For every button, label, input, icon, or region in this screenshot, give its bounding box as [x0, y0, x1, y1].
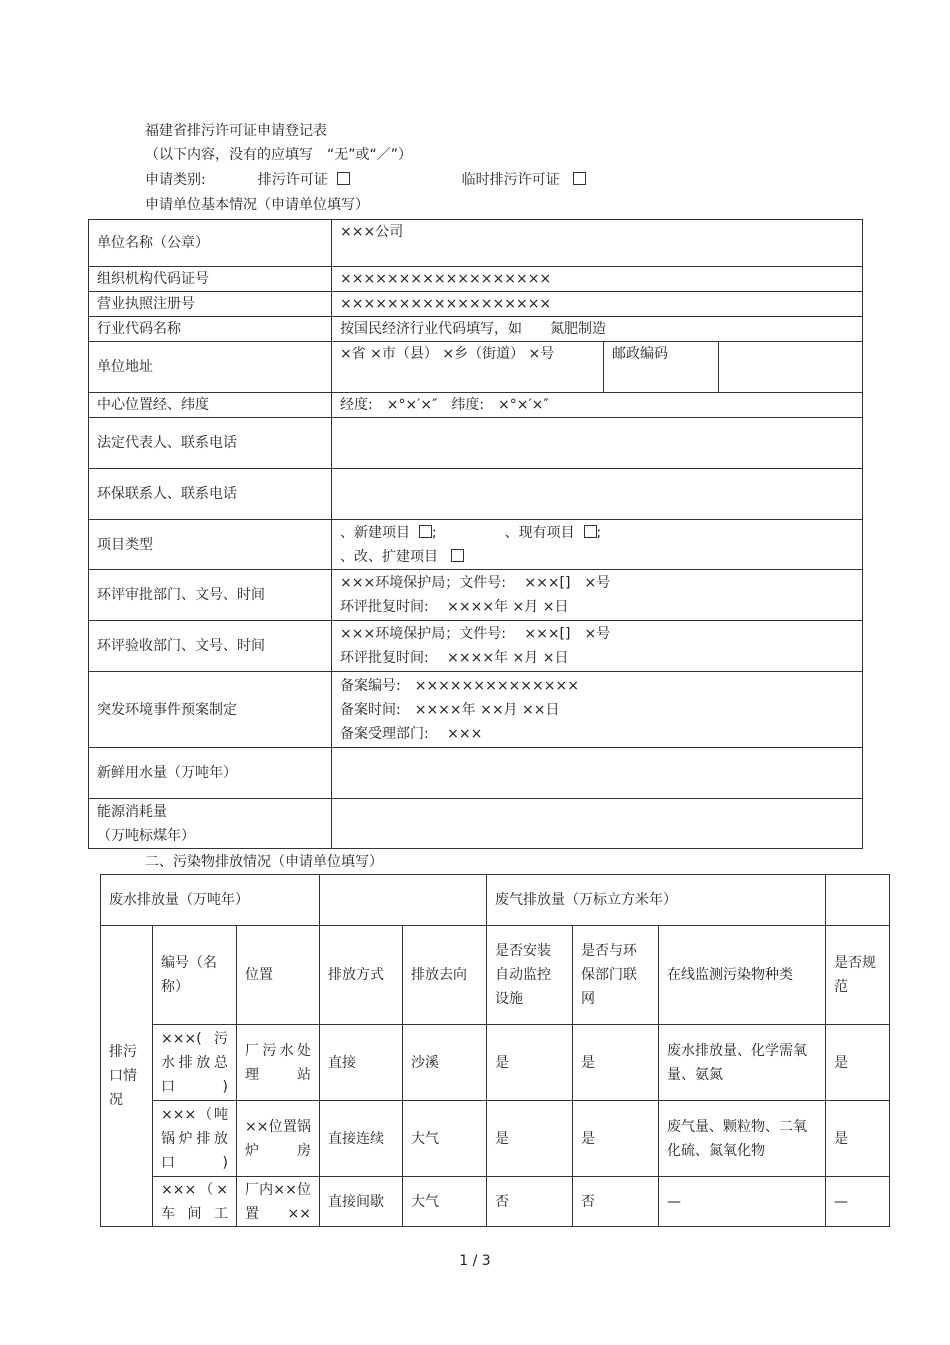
row-eia-acceptance: [89, 621, 863, 672]
wastewater-label: 废水排放量（万吨年）: [101, 875, 320, 926]
industry-label: 行业代码名称: [89, 317, 332, 342]
project-type-value: 、新建项目 ; 、现有项目 ; 、改、扩建项目: [332, 520, 863, 570]
outlet-pollutants[interactable]: 废水排放量、化学需氧量、氨氮: [659, 1025, 826, 1101]
existing-project-checkbox[interactable]: [584, 525, 597, 538]
header-id: 编号（名称）: [153, 926, 237, 1025]
license-label: 营业执照注册号: [89, 292, 332, 317]
eia-approval-value[interactable]: [332, 570, 863, 621]
row-legal-rep: [89, 418, 863, 469]
address-value[interactable]: ×省 ×市（县） ×乡（街道） ×号: [332, 342, 604, 393]
outlet-destination[interactable]: 大气: [403, 1101, 487, 1177]
outlet-network[interactable]: 是: [573, 1101, 659, 1177]
org-code-value[interactable]: ××××××××××××××××××: [332, 267, 863, 292]
eia-approval-line1: ×××环境保护局；文件号: ×××[] ×号: [340, 575, 611, 591]
outlet-network[interactable]: 是: [573, 1025, 659, 1101]
postal-label: 邮政编码: [604, 342, 719, 393]
unit-name-label: 单位名称（公章）: [89, 220, 332, 267]
gas-label: 废气排放量（万标立方米年）: [487, 875, 826, 926]
row-org-code: [89, 267, 863, 292]
outlet-standard[interactable]: —: [826, 1177, 890, 1227]
coords-label: 中心位置经、纬度: [89, 393, 332, 418]
section1-title: 申请单位基本情况（申请单位填写）: [145, 197, 369, 213]
row-coords: [89, 393, 863, 418]
row-water: [89, 748, 863, 799]
header-pollutants: 在线监测污染物种类: [659, 926, 826, 1025]
emergency-value[interactable]: [332, 672, 863, 748]
emergency-label: 突发环境事件预案制定: [89, 672, 332, 748]
outlet-label: 排污口情况: [101, 926, 153, 1227]
application-category: [145, 169, 586, 189]
table-row: [101, 1101, 890, 1177]
emergency-line1: 备案编号: ××××××××××××××: [340, 677, 579, 694]
postal-value[interactable]: [719, 342, 863, 393]
eia-approval-line2: 环评批复时间: ××××年 ×月 ×日: [340, 599, 569, 615]
row-address: [89, 342, 863, 393]
energy-label-line2: （万吨标煤年）: [97, 827, 195, 844]
outlet-id[interactable]: ×××(污水排放总口): [153, 1025, 237, 1101]
existing-project-label: 、现有项目: [504, 524, 575, 541]
eia-acceptance-value[interactable]: [332, 621, 863, 672]
outlet-method[interactable]: 直接: [320, 1025, 403, 1101]
page-number: 1 / 3: [459, 1253, 491, 1269]
license-value[interactable]: ××××××××××××××××××: [332, 292, 863, 317]
energy-label: [89, 799, 332, 849]
outlet-location[interactable]: ××位置锅炉房: [237, 1101, 320, 1177]
eia-acceptance-line1: ×××环境保护局；文件号: ×××[] ×号: [340, 626, 611, 642]
header-network: 是否与环保部门联网: [573, 926, 659, 1025]
org-code-label: 组织机构代码证号: [89, 267, 332, 292]
permanent-checkbox[interactable]: [337, 172, 350, 185]
expansion-project-label: 、改、扩建项目: [340, 548, 438, 565]
header-method: 排放方式: [320, 926, 403, 1025]
coords-value[interactable]: 经度: ×°×′×″ 纬度: ×°×′×″: [332, 393, 863, 418]
eia-acceptance-label: 环评验收部门、文号、时间: [89, 621, 332, 672]
outlet-id[interactable]: ×××（吨锅炉排放口): [153, 1101, 237, 1177]
row-outlet-headers: [101, 926, 890, 1025]
row-industry: [89, 317, 863, 342]
outlet-location[interactable]: 厂污水处理站: [237, 1025, 320, 1101]
legal-rep-label: 法定代表人、联系电话: [89, 418, 332, 469]
outlet-method[interactable]: 直接间歇: [320, 1177, 403, 1227]
opt-temporary-label: 临时排污许可证: [461, 172, 560, 188]
legal-rep-value[interactable]: [332, 418, 863, 469]
water-value[interactable]: [332, 748, 863, 799]
row-project-type: [89, 520, 863, 570]
expansion-project-checkbox[interactable]: [451, 549, 464, 562]
outlet-destination[interactable]: 大气: [403, 1177, 487, 1227]
eia-acceptance-line2: 环评批复时间: ××××年 ×月 ×日: [340, 650, 569, 666]
header-standard: 是否规范: [826, 926, 890, 1025]
table-row: [101, 1025, 890, 1101]
header-location: 位置: [237, 926, 320, 1025]
outlet-auto-monitor[interactable]: 是: [487, 1025, 573, 1101]
outlet-destination[interactable]: 沙溪: [403, 1025, 487, 1101]
outlet-id[interactable]: ×××（×车间工: [153, 1177, 237, 1227]
opt-permanent-label: 排污许可证: [257, 172, 328, 188]
eia-approval-label: 环评审批部门、文号、时间: [89, 570, 332, 621]
outlet-auto-monitor[interactable]: 是: [487, 1101, 573, 1177]
outlet-pollutants[interactable]: 废气量、颗粒物、二氧化硫、氮氧化物: [659, 1101, 826, 1177]
header-destination: 排放去向: [403, 926, 487, 1025]
row-emergency: [89, 672, 863, 748]
row-env-contact: [89, 469, 863, 520]
outlet-method[interactable]: 直接连续: [320, 1101, 403, 1177]
header-auto-monitor: 是否安装自动监控设施: [487, 926, 573, 1025]
emergency-line3: 备案受理部门: ×××: [340, 725, 483, 742]
unit-name-value[interactable]: ×××公司: [332, 220, 863, 267]
emergency-line2: 备案时间: ××××年 ××月 ××日: [340, 701, 560, 718]
wastewater-value[interactable]: [320, 875, 487, 926]
basic-info-table: [88, 219, 863, 849]
outlet-standard[interactable]: 是: [826, 1101, 890, 1177]
outlet-standard[interactable]: 是: [826, 1025, 890, 1101]
water-label: 新鲜用水量（万吨年）: [89, 748, 332, 799]
emission-table: [100, 874, 890, 1227]
outlet-network[interactable]: 否: [573, 1177, 659, 1227]
address-label: 单位地址: [89, 342, 332, 393]
section2-title: 二、污染物排放情况（申请单位填写）: [145, 854, 383, 870]
form-title: 福建省排污许可证申请登记表: [145, 123, 327, 139]
new-project-checkbox[interactable]: [419, 525, 432, 538]
outlet-pollutants[interactable]: —: [659, 1177, 826, 1227]
gas-value[interactable]: [826, 875, 890, 926]
env-contact-value[interactable]: [332, 469, 863, 520]
temporary-checkbox[interactable]: [573, 172, 586, 185]
outlet-auto-monitor[interactable]: 否: [487, 1177, 573, 1227]
new-project-label: 、新建项目: [340, 524, 410, 541]
fill-note: （以下内容，没有的应填写 “无”或“／”）: [145, 147, 413, 163]
outlet-location[interactable]: 厂内××位置××: [237, 1177, 320, 1227]
row-unit-name: [89, 220, 863, 267]
project-type-label: 项目类型: [89, 520, 332, 570]
table-row: [101, 1177, 890, 1227]
row-discharge-totals: [101, 875, 890, 926]
row-eia-approval: [89, 570, 863, 621]
row-energy: [89, 799, 863, 849]
industry-value[interactable]: 按国民经济行业代码填写，如 氮肥制造: [332, 317, 863, 342]
env-contact-label: 环保联系人、联系电话: [89, 469, 332, 520]
row-license: [89, 292, 863, 317]
energy-label-line1: 能源消耗量: [97, 803, 167, 820]
category-label: 申请类别:: [145, 172, 206, 188]
energy-value[interactable]: [332, 799, 863, 849]
